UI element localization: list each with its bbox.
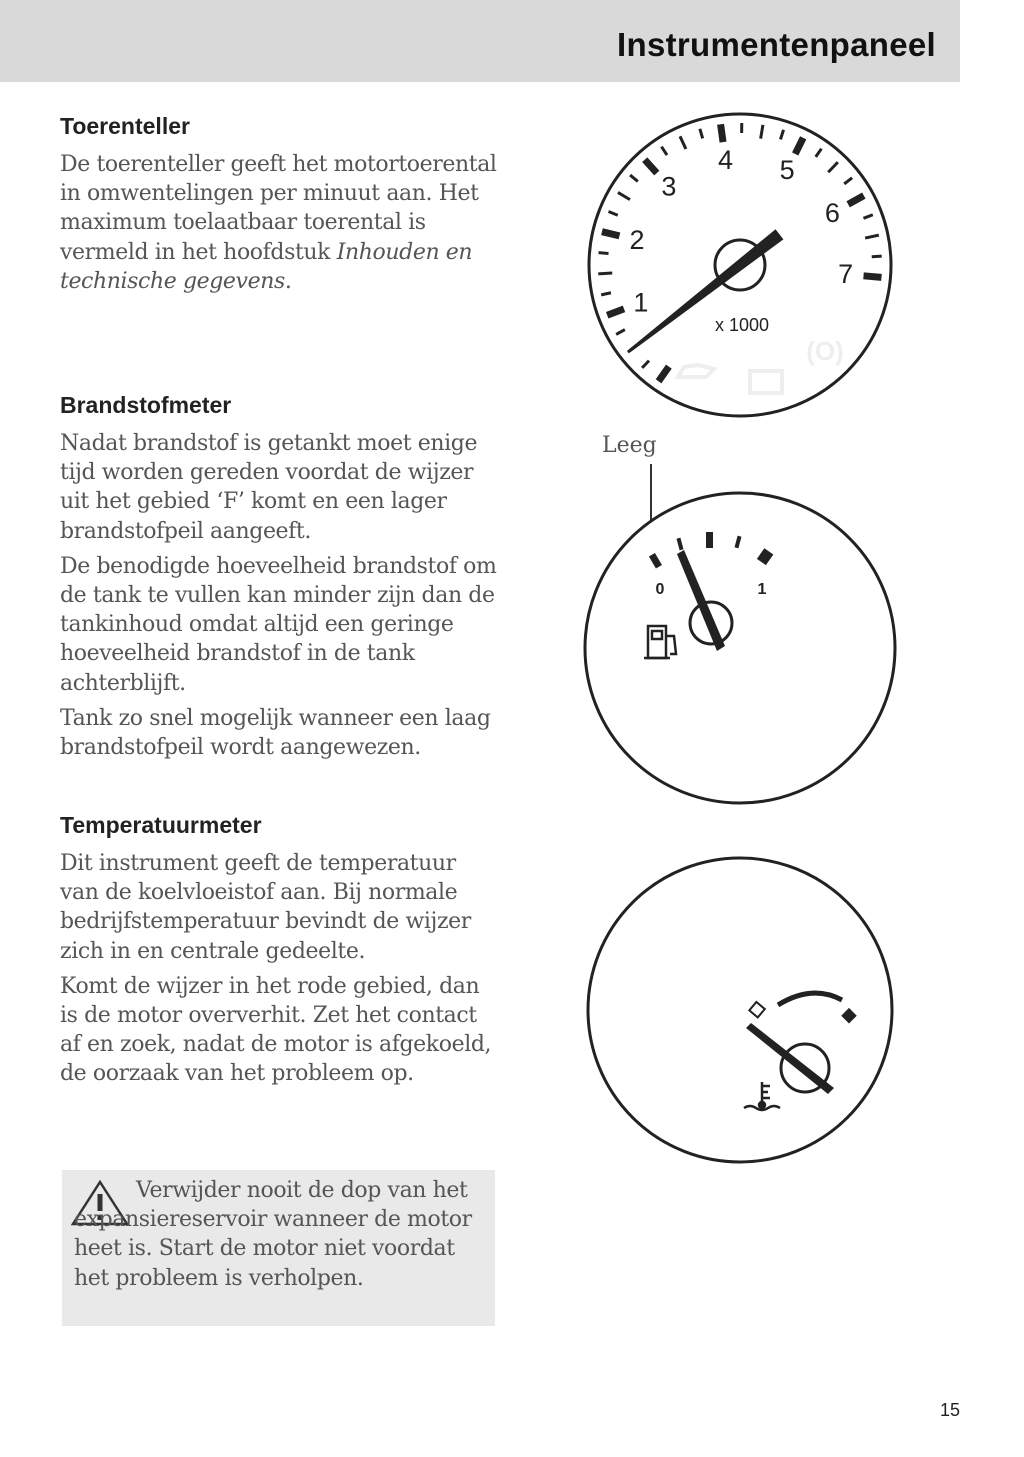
temperatuurmeter-paragraph: Komt de wijzer in het rode gebied, dan is de motor oververhit. Zet het contact af en zoek, nadat de motor is afgekoeld, de oorzaak van het probleem op.	[60, 973, 492, 1087]
temperature-gauge-dial	[588, 858, 892, 1162]
tachometer-scale-label: 3	[661, 171, 677, 202]
tachometer-tick	[602, 232, 619, 236]
section-temperatuurmeter	[60, 812, 500, 1089]
tachometer-tick	[721, 124, 723, 142]
fuel-scale-label-empty: 0	[655, 581, 665, 598]
warning-box	[62, 1170, 495, 1326]
tachometer-scale-label: 4	[717, 144, 734, 175]
toerenteller-body	[60, 150, 500, 296]
tachometer-tick	[872, 256, 882, 257]
tachometer-scale-label: 6	[824, 198, 840, 229]
toerenteller-body-reference: Inhouden en technische gegevens	[60, 239, 473, 294]
temperatuurmeter-paragraph: Dit instrument geeft de temperatuur van de koelvloeistof aan. Bij normale bedrijfstemperatuur bevindt de wijzer zich in en centrale gedeelte.	[60, 851, 471, 964]
fuel-empty-callout-label: Leeg	[602, 433, 657, 458]
section-heading-temperatuurmeter: Temperatuurmeter	[60, 812, 262, 838]
toerenteller-body-end: .	[284, 268, 292, 294]
brake-warning-icon: (O)	[806, 336, 844, 366]
page-title: Instrumentenpaneel	[617, 26, 936, 63]
fuel-gauge	[580, 488, 900, 808]
page-header	[0, 0, 960, 82]
section-brandstofmeter	[60, 392, 500, 762]
toerenteller-body-text: De toerenteller geeft het motortoerental in omwentelingen per minuut aan. Het maximum toelaatbaar toerental is vermeld in het hoofdstuk	[60, 152, 497, 265]
fuel-scale-label-full: 1	[757, 581, 767, 598]
warning-text-content: Verwijder nooit de dop van het expansiereservoir wanneer de motor heet is. Start de motor niet voordat het probleem is verholpen.	[74, 1178, 472, 1291]
tachometer-scale-label: 2	[629, 225, 645, 256]
brandstofmeter-paragraph: De benodigde hoeveelheid brandstof om de tank te vullen kan minder zijn dan de tankinhoud omdat altijd een geringe hoeveelheid brandstof in de tank achterblijft.	[60, 553, 497, 696]
tachometer-gauge	[580, 105, 900, 425]
temperature-gauge	[580, 850, 900, 1170]
tachometer-tick	[601, 293, 611, 295]
tachometer-scale-label: 5	[779, 155, 795, 186]
tachometer-scale-label: 7	[838, 259, 854, 290]
section-heading-brandstofmeter: Brandstofmeter	[60, 392, 232, 418]
page-number: 15	[939, 1400, 960, 1420]
tachometer-tick	[864, 276, 882, 278]
tachometer-tick	[599, 253, 609, 254]
brandstofmeter-paragraph: Tank zo snel mogelijk wanneer een laag brandstofpeil wordt aangewezen.	[60, 705, 491, 761]
section-heading-toerenteller: Toerenteller	[60, 113, 190, 139]
warning-text	[74, 1176, 489, 1293]
section-toerenteller	[60, 113, 500, 296]
tachometer-unit-label: x 1000	[714, 315, 770, 335]
tachometer-scale-label: 1	[633, 287, 649, 318]
tachometer-tick	[598, 273, 612, 274]
brandstofmeter-paragraph: Nadat brandstof is getankt moet enige tijd worden gereden voordat de wijzer uit het gebied ‘F’ komt en een lager brandstofpeil aangeeft.	[60, 431, 478, 544]
